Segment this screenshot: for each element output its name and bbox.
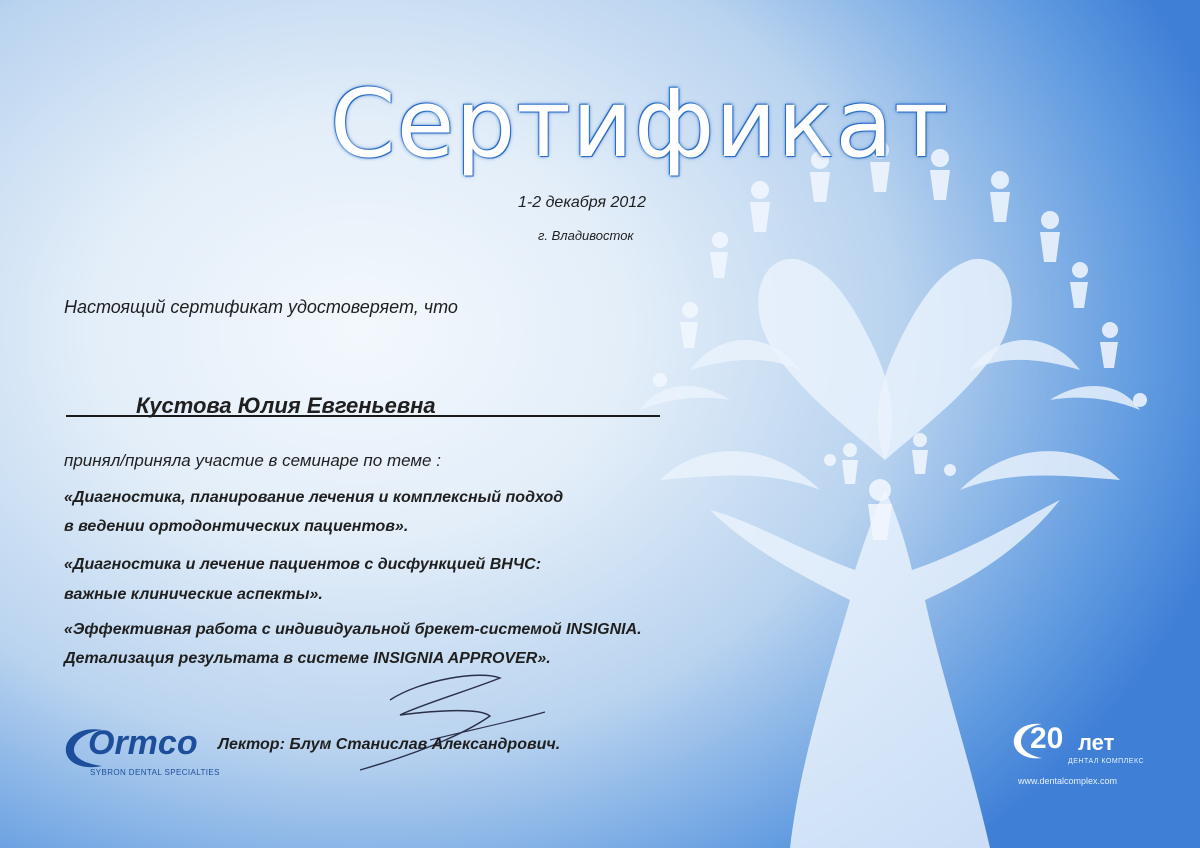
lecturer-signature [330,660,560,780]
topic-line: в ведении ортодонтических пациентов». [64,518,409,535]
event-date: 1-2 декабря 2012 [518,194,647,211]
topic-line: важные клинические аспекты». [64,586,323,603]
topic-line: «Диагностика, планирование лечения и комплексный подход [64,489,564,506]
dental-complex-years-word: лет [1078,730,1115,755]
ormco-subtitle: SYBRON DENTAL SPECIALTIES [90,768,220,777]
topic-line: «Диагностика и лечение пациентов с дисфункцией ВНЧС: [64,556,542,573]
ormco-logo [62,724,232,784]
topic-line: Детализация результата в системе INSIGNIA APPROVER». [64,650,551,667]
intro-text: Настоящий сертификат удостоверяет, что [64,297,458,317]
lecturer-text: Лектор: Блум Станислав Александрович. [218,736,561,753]
certificate-title: Сертификат [330,70,950,179]
dental-complex-url: www.dentalcomplex.com [1018,776,1118,786]
dental-complex-logo [1010,716,1160,796]
event-city: г. Владивосток [538,228,634,243]
dental-complex-name: ДЕНТАЛ КОМПЛЕКС [1068,758,1144,765]
participation-text: принял/приняла участие в семинаре по теме : [64,451,441,470]
topic-line: «Эффективная работа с индивидуальной брекет-системой INSIGNIA. [64,621,642,638]
recipient-name: Кустова Юлия Евгеньевна [136,393,436,418]
ormco-name: Ormco [88,724,198,762]
dental-complex-years: 20 [1030,722,1064,755]
